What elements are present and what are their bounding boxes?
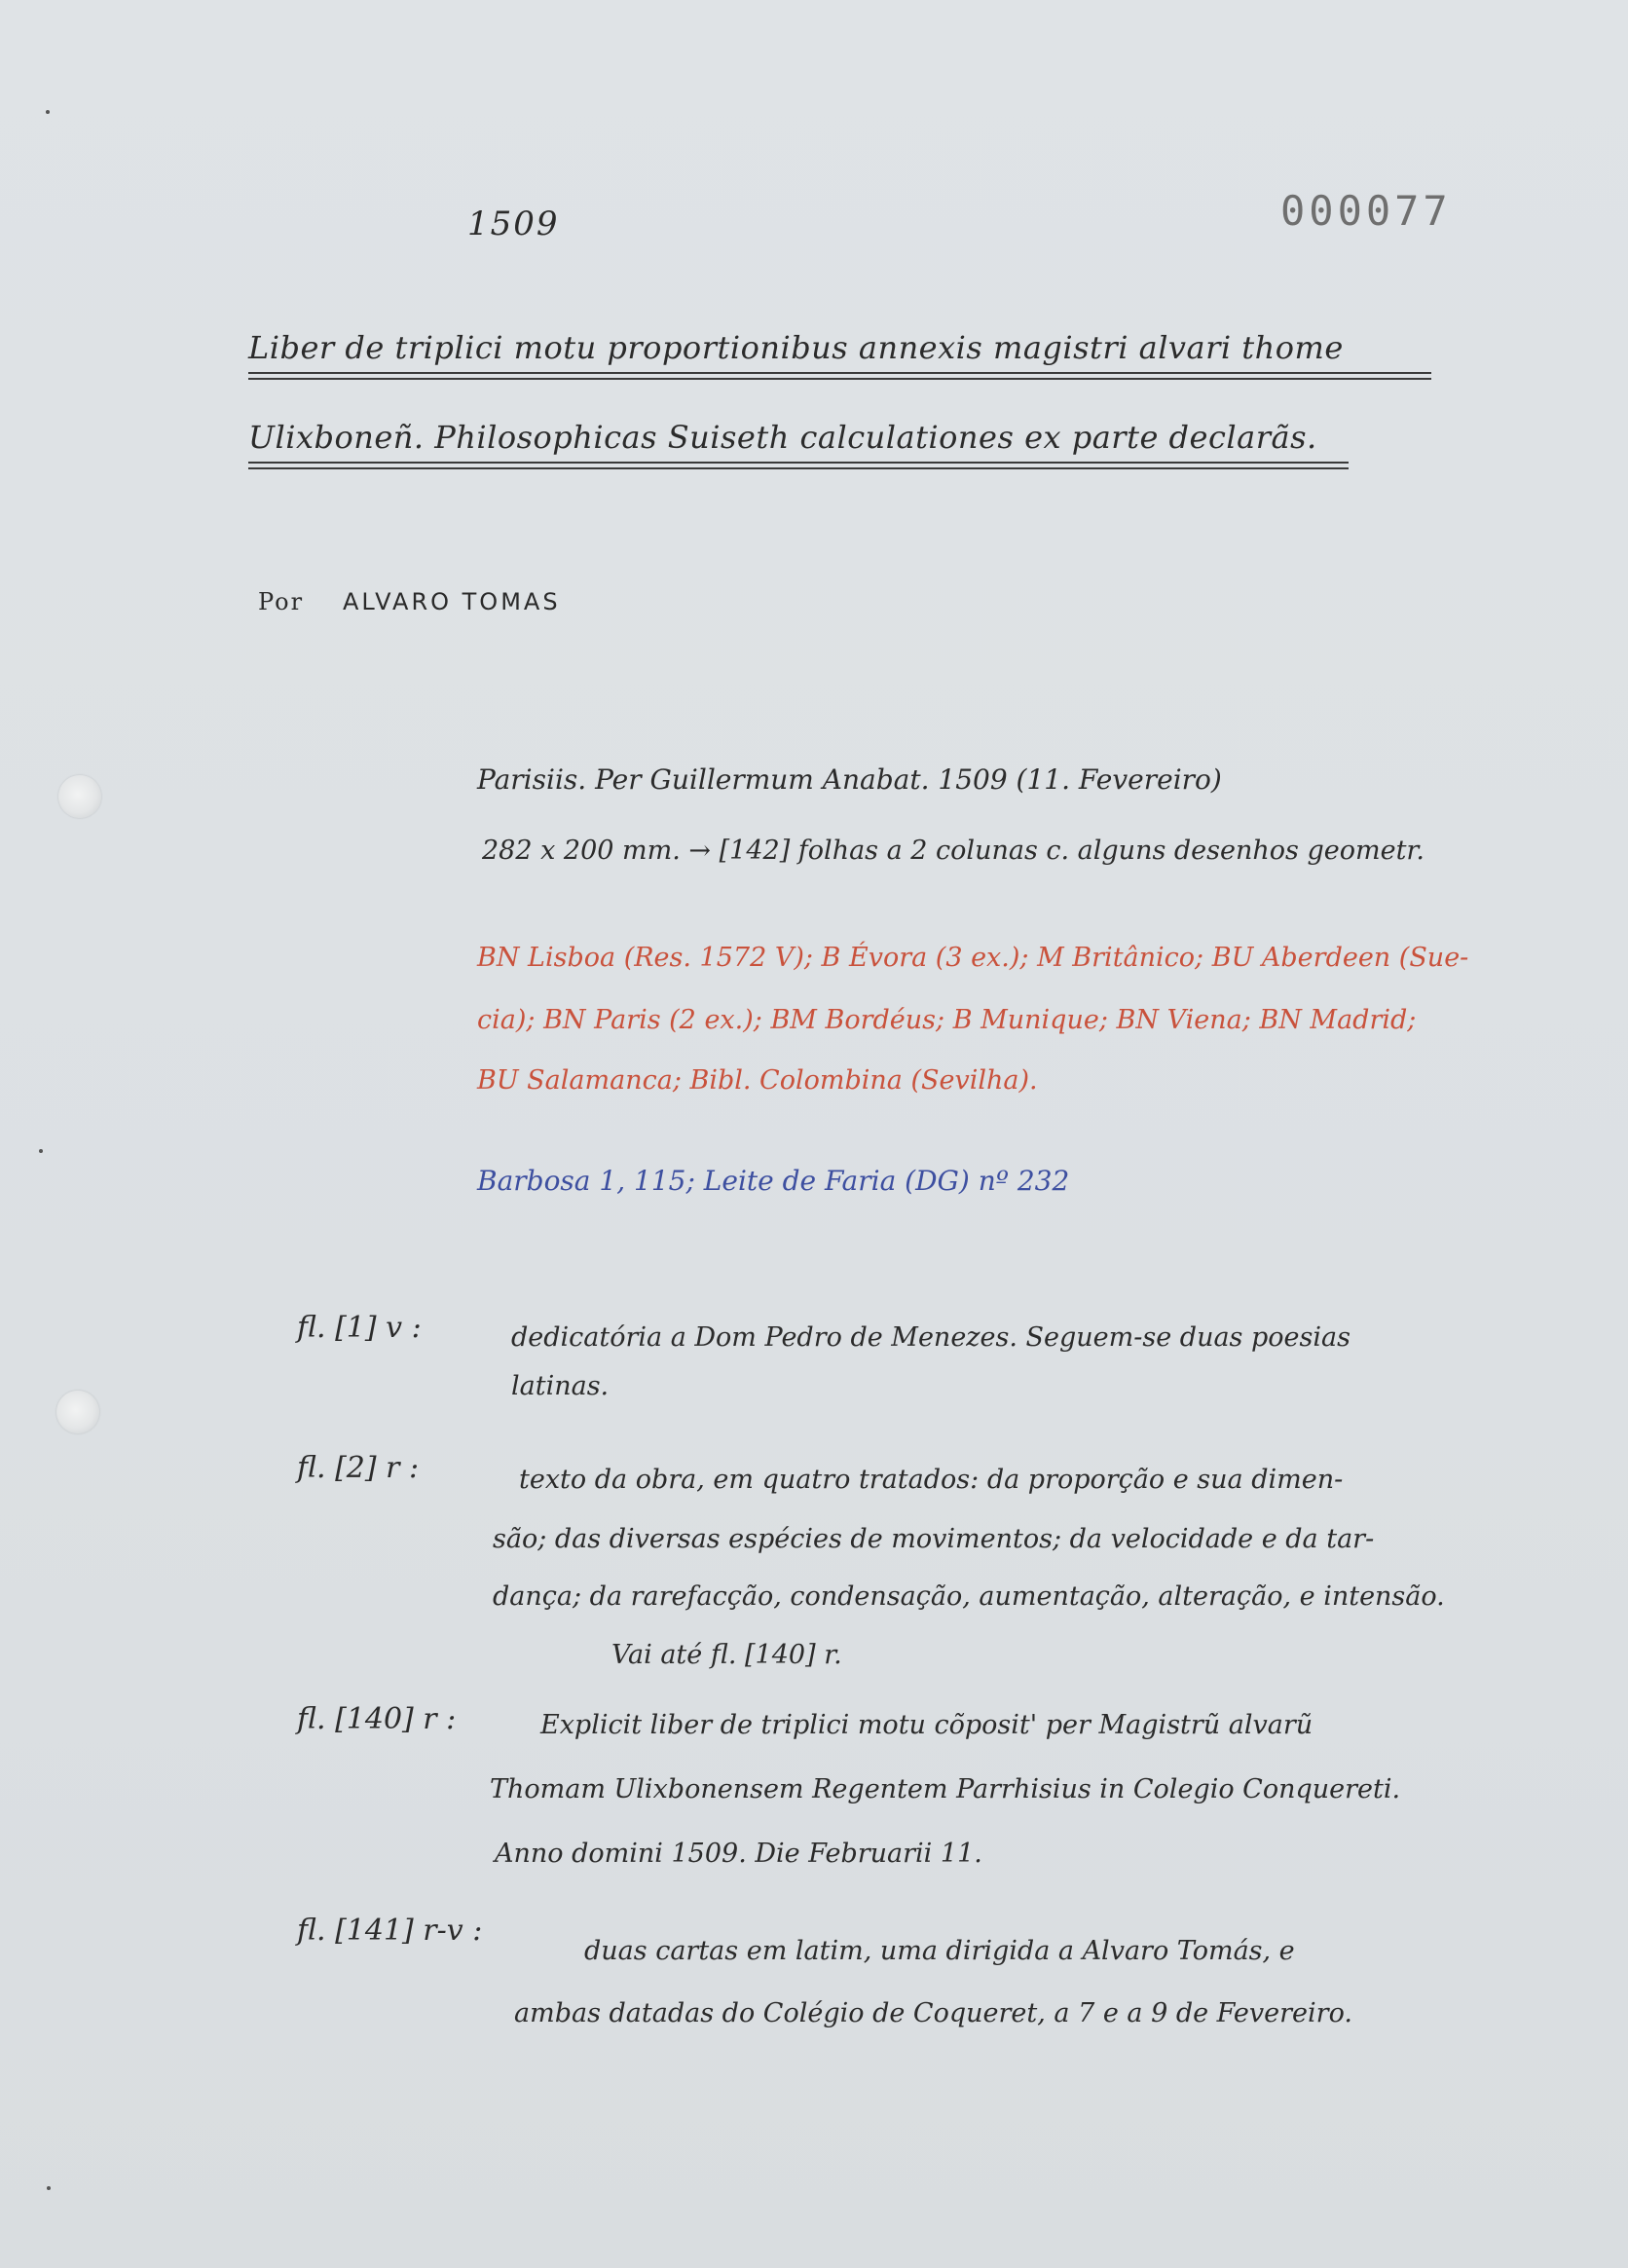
contents-line: são; das diversas espécies de movimentos; da velocidade e da tar- [493,1524,1375,1554]
title-line-1: Liber de triplici motu proportionibus annexis magistri alvari thome [248,329,1344,366]
contents-line: Explicit liber de triplici motu cõposit' per Magistrũ alvarũ [540,1710,1314,1740]
author-label: Por [258,588,305,615]
title-underline [248,462,1349,464]
punch-hole-bottom [56,1391,99,1433]
folio-label: fl. [2] r : [297,1451,420,1485]
title-underline [248,378,1431,380]
title-underline [248,467,1349,469]
references-line: Barbosa 1, 115; Leite de Faria (DG) nº 232 [477,1165,1070,1197]
contents-line: Thomam Ulixbonensem Regentem Parrhisius in Colegio Conquereti. [490,1774,1401,1804]
contents-line: duas cartas em latim, uma dirigida a Alvaro Tomás, e [584,1936,1295,1966]
title-underline [248,372,1431,374]
margin-speck [47,2186,51,2190]
margin-speck [39,1149,43,1153]
contents-line: Anno domini 1509. Die Februarii 11. [495,1839,982,1869]
contents-line: ambas datadas do Colégio de Coqueret, a 7 e a 9 de Fevereiro. [514,1998,1352,2028]
author-name: ALVARO TOMAS [343,588,561,615]
year-heading: 1509 [467,204,560,243]
folio-label: fl. [141] r-v : [297,1914,483,1948]
margin-speck [46,110,50,114]
collation-line: 282 x 200 mm. → [142] folhas a 2 colunas c. alguns desenhos geometr. [482,836,1424,866]
contents-line: Vai até fl. [140] r. [611,1640,842,1670]
holdings-line-3: BU Salamanca; Bibl. Colombina (Sevilha). [477,1065,1038,1096]
contents-line: latinas. [511,1371,610,1401]
holdings-line-1: BN Lisboa (Res. 1572 V); B Évora (3 ex.); M Britânico; BU Aberdeen (Sue- [477,943,1469,973]
title-line-2: Ulixboneñ. Philosophicas Suiseth calculationes ex parte declarãs. [248,419,1317,456]
contents-line: texto da obra, em quatro tratados: da proporção e sua dimen- [519,1465,1344,1495]
stamp-number: 000077 [1280,187,1452,235]
folio-label: fl. [1] v : [297,1311,422,1345]
punch-hole-top [58,775,101,818]
folio-label: fl. [140] r : [297,1702,457,1736]
holdings-line-2: cia); BN Paris (2 ex.); BM Bordéus; B Munique; BN Viena; BN Madrid; [477,1005,1417,1035]
contents-line: dedicatória a Dom Pedro de Menezes. Seguem-se duas poesias [511,1322,1350,1353]
contents-line: dança; da rarefacção, condensação, aumentação, alteração, e intensão. [493,1581,1445,1612]
imprint-line: Parisiis. Per Guillermum Anabat. 1509 (11. Fevereiro) [477,763,1222,796]
